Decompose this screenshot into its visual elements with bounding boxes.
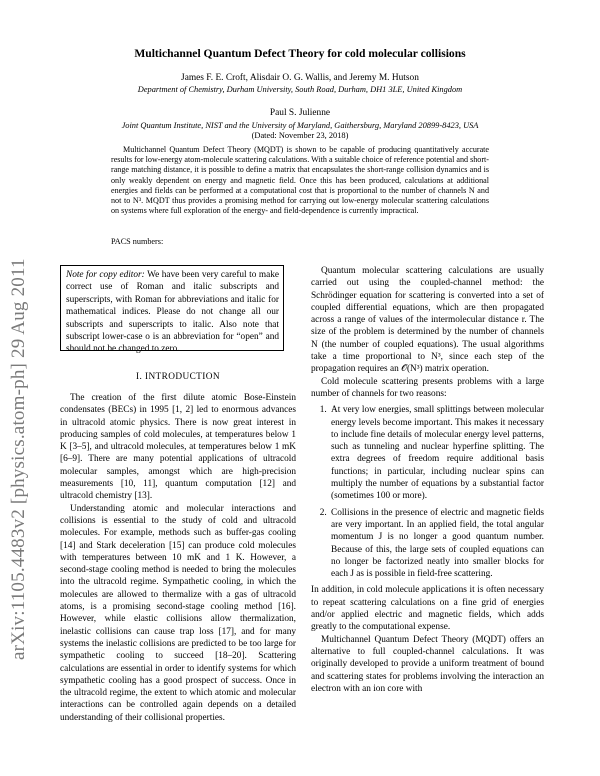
paragraph: The creation of the first dilute atomic Bose-Einstein condensates (BECs) in 1995 [1, 2] led to enormous advances in ultracold atomic physics. There is now great interest in producing samples of cold molecules, at temperatures below 1 K [3–5], and ultracold molecules, at temperatures below 1 mK [6–9]. There are many potential applications of ultracold molecular samples, amongst which are high-precision measurements [10, 11], quantum computation [12] and ultracold chemistry [13]. bbox=[60, 393, 296, 502]
paragraph: Cold molecule scattering presents problems with a large number of channels for two reasons: bbox=[311, 376, 544, 399]
section-heading: I. INTRODUCTION bbox=[136, 372, 220, 382]
paragraph: Multichannel Quantum Defect Theory (MQDT) offers an alternative to full coupled-channel calculations. It was originally developed to provide a uniform treatment of bound and scattering states for problems involving the interaction an electron with an ion core with bbox=[311, 634, 544, 694]
paper-title: Multichannel Quantum Defect Theory for cold molecular collisions bbox=[134, 47, 466, 60]
paragraph: Quantum molecular scattering calculations are usually carried out using the coupled-channel method: the Schrödinger equation for scattering is converted into a set of coupled differential equations, which are then propagated across a range of values of the intermolecular distance r. The size of the problem is determined by the number of channels N (the number of coupled equations). The usual algorithms take a time proportional to N³, since each step of the propagation requires an 𝒪(N³) matrix operation. bbox=[311, 266, 544, 375]
copy-editor-note bbox=[60, 265, 284, 355]
pacs-numbers: PACS numbers: bbox=[111, 237, 164, 246]
arxiv-identifier-text: arXiv:1105.4483v2 [physics.atom-ph] 29 Aug 2011 bbox=[8, 258, 29, 660]
affiliation-durham: Department of Chemistry, Durham University, South Road, Durham, DH1 3LE, United Kingdom bbox=[137, 85, 463, 94]
list-item: 2. Collisions in the presence of electric and magnetic fields are very important. In an applied field, the total angular momentum J is no longer a good quantum number. Because of this, the large sets of coupled equations can no longer be factorized neatly into smaller blocks for each J as is possible in field-free scattering. bbox=[329, 507, 544, 581]
affiliation-jqi: Joint Quantum Institute, NIST and the University of Maryland, Gaithersburg, Maryland 20899-8423, USA bbox=[121, 121, 479, 130]
paragraph: Understanding atomic and molecular interactions and collisions is essential to the study of cold and ultracold molecules. For example, methods such as buffer-gas cooling [14] and Stark deceleration [15] can produce cold molecules with temperatures between 10 mK and 1 K. However, a second-stage cooling method is needed to bring the molecules into the ultracold regime. Sympathetic cooling, in which the molecules are allowed to thermalize with a gas of ultracold atoms, is a promising second-stage cooling method [16]. However, while elastic collisions allow thermalization, inelastic collisions can cause trap loss [17], and for many systems the inelastic collisions are predicted to be too large for sympathetic cooling to succeed [18–20]. Scattering calculations are essential in order to identify systems for which sympathetic cooling has a good prospect of success. Once in the ultracold regime, the extent to which atomic and molecular interactions can be controlled again depends on a detailed understanding of their collisional properties. bbox=[60, 503, 296, 723]
note-body: We have been very careful to make correct use of Roman and italic subscripts and superscripts, with Roman for abbreviations and italic for mathematical indices. Please do not change all our subscripts and superscripts to italic. Also note that subscript lower-case o is an abbreviation for “open” and should not be changed to zero. bbox=[66, 270, 279, 355]
arxiv-identifier bbox=[8, 190, 34, 660]
authors-secondary: Paul S. Julienne bbox=[269, 108, 331, 118]
date-line: (Dated: November 23, 2018) bbox=[251, 131, 349, 140]
left-column bbox=[60, 392, 296, 724]
list-item: 1. At very low energies, small splittings between molecular energy levels become important. This makes it necessary to include fine details of molecular energy level patterns, such as tunneling and nuclear hyperfine splitting. The extra degrees of freedom require additional basis functions; in particular, including nuclear spins can multiply the number of equations by a substantial factor (sometimes 100 or more). bbox=[329, 404, 544, 502]
authors-primary: James F. E. Croft, Alisdair O. G. Wallis, and Jeremy M. Hutson bbox=[181, 73, 419, 83]
reasons-list bbox=[311, 404, 544, 580]
paragraph: In addition, in cold molecule applications it is often necessary to repeat scattering calculations on a fine grid of energies and/or applied electric and magnetic fields, which adds greatly to the computational expense. bbox=[311, 585, 544, 633]
right-column bbox=[311, 265, 544, 695]
abstract: Multichannel Quantum Defect Theory (MQDT) is shown to be capable of producing quantitatively accurate results for low-energy atom-molecule scattering calculations. With a suitable choice of reference potential and short-range matching distance, it is possible to define a matrix that encapsulates the short-range collision dynamics and is only weakly dependent on energy and magnetic field. Once this has been produced, calculations at additional energies and fields can be performed at a computational cost that is proportional to the number of channels N and not to N³. MQDT thus provides a promising method for carrying out low-energy molecular scattering calculations on systems where full exploration of the energy- and field-dependence is currently impractical. bbox=[111, 145, 489, 216]
note-lead: Note for copy editor: bbox=[66, 270, 145, 280]
